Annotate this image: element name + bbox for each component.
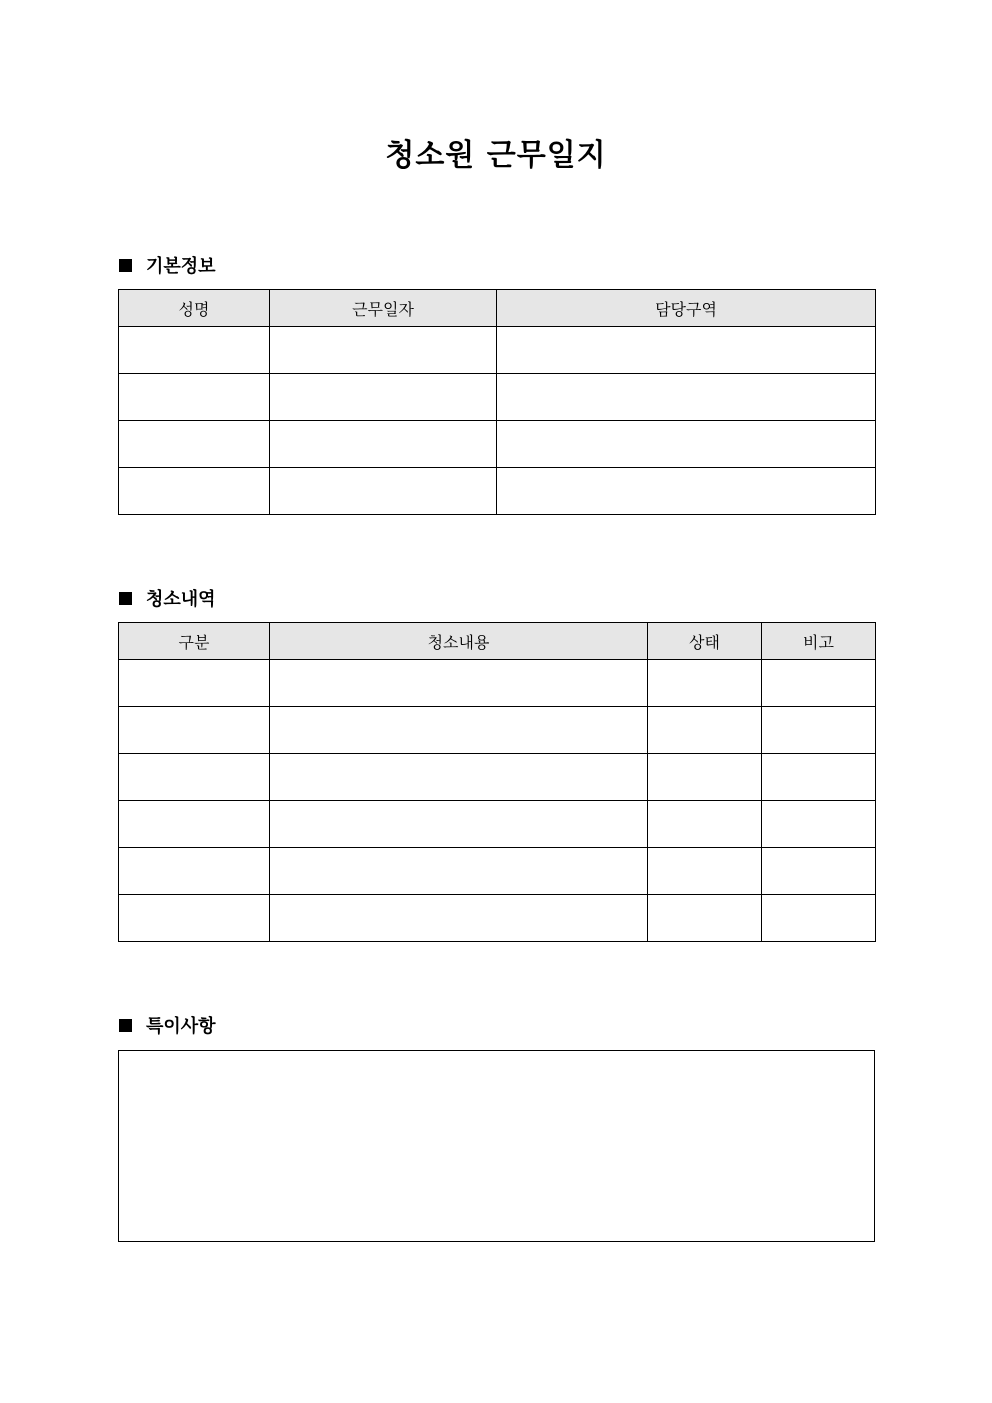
- column-header-name: 성명: [119, 290, 270, 327]
- cell-category[interactable]: [119, 707, 270, 754]
- cell-remarks[interactable]: [762, 801, 876, 848]
- basic-info-heading: [119, 253, 216, 277]
- square-bullet-icon: [119, 1019, 132, 1032]
- column-header-assigned-area: 담당구역: [497, 290, 876, 327]
- cell-name[interactable]: [119, 374, 270, 421]
- cell-status[interactable]: [648, 660, 762, 707]
- table-row: [119, 468, 876, 515]
- cell-remarks[interactable]: [762, 660, 876, 707]
- cell-remarks[interactable]: [762, 848, 876, 895]
- column-header-remarks: 비고: [762, 623, 876, 660]
- cell-cleaning-details[interactable]: [270, 707, 648, 754]
- table-row: [119, 421, 876, 468]
- cell-assigned-area[interactable]: [497, 374, 876, 421]
- column-header-status: 상태: [648, 623, 762, 660]
- cell-cleaning-details[interactable]: [270, 754, 648, 801]
- column-header-category: 구분: [119, 623, 270, 660]
- table-row: [119, 895, 876, 942]
- column-header-cleaning-details: 청소내용: [270, 623, 648, 660]
- cell-work-date[interactable]: [270, 327, 497, 374]
- cell-category[interactable]: [119, 660, 270, 707]
- cell-remarks[interactable]: [762, 707, 876, 754]
- remarks-textbox[interactable]: [118, 1050, 875, 1242]
- table-row: [119, 707, 876, 754]
- cell-cleaning-details[interactable]: [270, 660, 648, 707]
- cell-name[interactable]: [119, 468, 270, 515]
- table-header-row: [119, 290, 876, 327]
- cell-cleaning-details[interactable]: [270, 895, 648, 942]
- remarks-heading: [119, 1013, 216, 1037]
- remarks-heading-label: 특이사항: [146, 1016, 216, 1037]
- cell-work-date[interactable]: [270, 468, 497, 515]
- square-bullet-icon: [119, 592, 132, 605]
- cleaning-log-table: [118, 622, 876, 942]
- column-header-work-date: 근무일자: [270, 290, 497, 327]
- cell-cleaning-details[interactable]: [270, 801, 648, 848]
- cell-remarks[interactable]: [762, 754, 876, 801]
- cell-work-date[interactable]: [270, 374, 497, 421]
- cell-category[interactable]: [119, 801, 270, 848]
- cell-category[interactable]: [119, 848, 270, 895]
- square-bullet-icon: [119, 259, 132, 272]
- cell-work-date[interactable]: [270, 421, 497, 468]
- cell-status[interactable]: [648, 801, 762, 848]
- cell-assigned-area[interactable]: [497, 327, 876, 374]
- cell-category[interactable]: [119, 895, 270, 942]
- cell-name[interactable]: [119, 421, 270, 468]
- table-row: [119, 754, 876, 801]
- cell-assigned-area[interactable]: [497, 421, 876, 468]
- basic-info-heading-label: 기본정보: [146, 256, 216, 277]
- document-title: 청소원 근무일지: [385, 138, 607, 173]
- cell-status[interactable]: [648, 754, 762, 801]
- table-header-row: [119, 623, 876, 660]
- cell-assigned-area[interactable]: [497, 468, 876, 515]
- table-row: [119, 801, 876, 848]
- cell-cleaning-details[interactable]: [270, 848, 648, 895]
- table-row: [119, 660, 876, 707]
- table-row: [119, 374, 876, 421]
- basic-info-table: [118, 289, 876, 515]
- cleaning-log-heading-label: 청소내역: [146, 589, 216, 610]
- cell-status[interactable]: [648, 895, 762, 942]
- cell-remarks[interactable]: [762, 895, 876, 942]
- cell-status[interactable]: [648, 707, 762, 754]
- cell-name[interactable]: [119, 327, 270, 374]
- table-row: [119, 327, 876, 374]
- cell-status[interactable]: [648, 848, 762, 895]
- cleaning-log-heading: [119, 586, 216, 610]
- table-row: [119, 848, 876, 895]
- cell-category[interactable]: [119, 754, 270, 801]
